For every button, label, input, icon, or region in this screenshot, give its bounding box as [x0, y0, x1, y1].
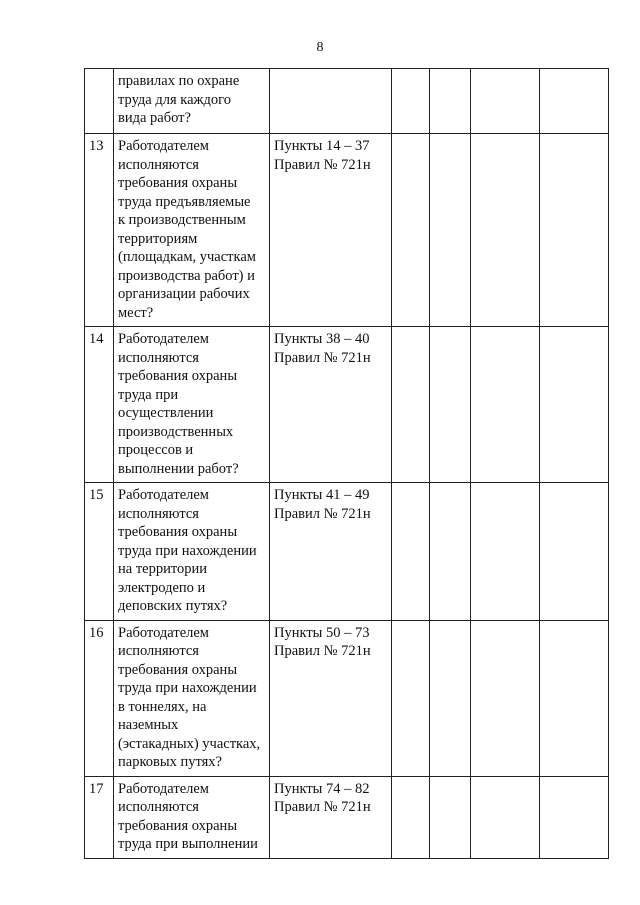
answer-yes-cell — [392, 69, 430, 134]
row-number: 17 — [85, 776, 114, 858]
table-row — [85, 134, 609, 327]
not-applicable-cell — [471, 134, 540, 327]
reference-text: Пункты 14 – 37 Правил № 721н — [270, 134, 392, 327]
answer-no-cell — [430, 134, 471, 327]
row-number: 16 — [85, 620, 114, 776]
answer-yes-cell — [392, 327, 430, 483]
note-cell — [540, 483, 609, 621]
table-row — [85, 69, 609, 134]
note-cell — [540, 69, 609, 134]
answer-no-cell — [430, 776, 471, 858]
reference-text: Пункты 38 – 40 Правил № 721н — [270, 327, 392, 483]
checklist-table — [84, 68, 609, 859]
question-text: правилах по охране труда для каждого вида работ? — [114, 69, 270, 134]
row-number — [85, 69, 114, 134]
answer-no-cell — [430, 483, 471, 621]
note-cell — [540, 134, 609, 327]
reference-text: Пункты 74 – 82 Правил № 721н — [270, 776, 392, 858]
row-number: 14 — [85, 327, 114, 483]
question-text: Работодателем исполняются требования охраны труда при нахождении на территории электродепо и деповских путях? — [114, 483, 270, 621]
reference-text: Пункты 50 – 73 Правил № 721н — [270, 620, 392, 776]
note-cell — [540, 620, 609, 776]
page-number: 8 — [316, 40, 324, 55]
not-applicable-cell — [471, 69, 540, 134]
note-cell — [540, 776, 609, 858]
answer-no-cell — [430, 69, 471, 134]
note-cell — [540, 327, 609, 483]
not-applicable-cell — [471, 776, 540, 858]
not-applicable-cell — [471, 620, 540, 776]
question-text: Работодателем исполняются требования охраны труда при нахождении в тоннелях, на наземных (эстакадных) участках, парковых путях? — [114, 620, 270, 776]
table-row — [85, 483, 609, 621]
not-applicable-cell — [471, 483, 540, 621]
question-text: Работодателем исполняются требования охраны труда предъявляемые к производственным территориям (площадкам, участкам производства работ) и организации рабочих мест? — [114, 134, 270, 327]
answer-yes-cell — [392, 620, 430, 776]
row-number: 15 — [85, 483, 114, 621]
answer-no-cell — [430, 620, 471, 776]
answer-no-cell — [430, 327, 471, 483]
question-text: Работодателем исполняются требования охраны труда при выполнении — [114, 776, 270, 858]
table-row — [85, 776, 609, 858]
question-text: Работодателем исполняются требования охраны труда при осуществлении производственных процессов и выполнении работ? — [114, 327, 270, 483]
table-row — [85, 620, 609, 776]
reference-text — [270, 69, 392, 134]
row-number: 13 — [85, 134, 114, 327]
table-row — [85, 327, 609, 483]
not-applicable-cell — [471, 327, 540, 483]
answer-yes-cell — [392, 483, 430, 621]
answer-yes-cell — [392, 134, 430, 327]
answer-yes-cell — [392, 776, 430, 858]
reference-text: Пункты 41 – 49 Правил № 721н — [270, 483, 392, 621]
